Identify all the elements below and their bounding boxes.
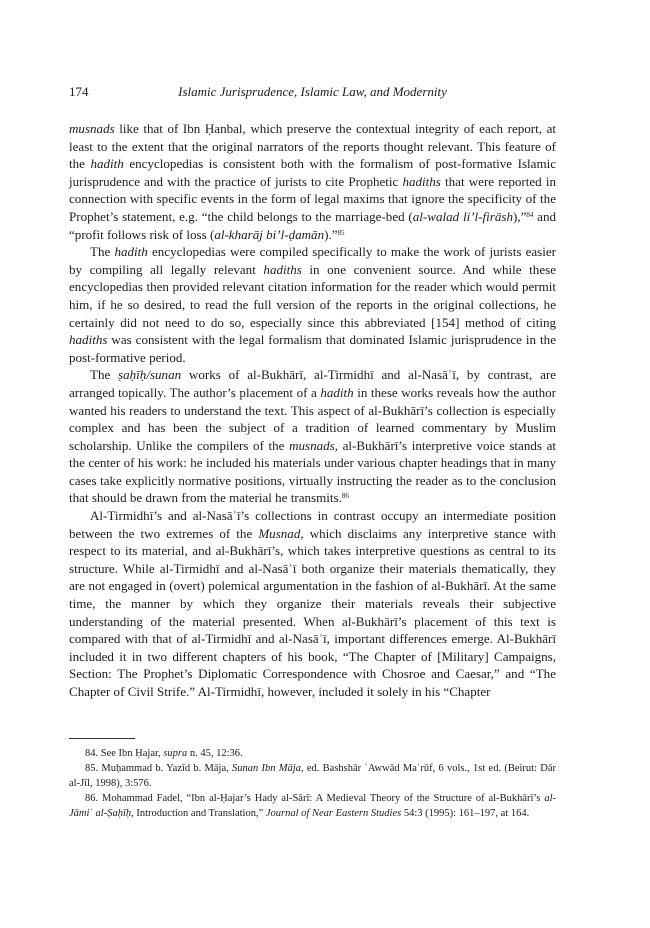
text-run: encyclopedias were compiled specifically to make the work of jurists easier by compiling all legally relevant: [69, 244, 556, 277]
text-run: 54:3 (1995): 161–197, at 164.: [401, 808, 530, 819]
main-text: [69, 120, 556, 701]
paragraph-1: [69, 120, 556, 243]
text-run: Muḥammad b. Yazīd b. Māja,: [98, 763, 233, 774]
emph: hadith: [90, 156, 124, 172]
emph: hadith: [114, 244, 148, 260]
emph: supra: [163, 748, 188, 759]
emph: Musnad: [258, 525, 301, 541]
footnote-divider: [69, 738, 135, 739]
text-run: works of al-Bukhārī, al-Tirmidhī and al-Nasāʾī, by contrast, are arranged topically. The author’s placement of a: [69, 367, 556, 400]
emph: al-kharāj bi’l-ḍamān: [214, 226, 325, 242]
running-title: Islamic Jurisprudence, Islamic Law, and Modernity: [178, 84, 447, 99]
emph: ṣaḥīḥ/sunan: [118, 367, 182, 383]
page-number: 174: [69, 84, 89, 99]
emph: hadith: [320, 384, 354, 400]
emph: hadiths: [263, 261, 302, 277]
footnote-ref-85[interactable]: 85: [337, 228, 345, 237]
text-run: in these works reveals how the author wanted his readers to understand the text. This aspect of al-Bukhārī’s collection is especially complex and has been the subject of a tradition of learned commentary by Muslim scholarship. Unlike the compilers of the: [69, 384, 556, 453]
emph: musnads: [69, 121, 115, 136]
text-run: , Introduction and Translation,”: [131, 808, 266, 819]
emph: hadiths: [402, 173, 441, 189]
text-run: The: [90, 244, 115, 260]
footnotes: [69, 746, 556, 821]
text-run: n. 45, 12:36.: [187, 748, 243, 759]
text-run: and “profit follows risk of loss (: [69, 208, 556, 242]
text-run: See Ibn Ḥajar,: [98, 748, 164, 759]
text-run: like that of Ibn Ḥanbal, which preserve the contextual integrity of each report, at least to the extent that the original narrators of the reports thought relevant. This feature of the: [69, 121, 556, 172]
text-run: Al-Tirmidhī’s and al-Nasāʾī’s collections in contrast occupy an intermediate position between the two extremes of the: [69, 508, 556, 541]
text-run: was consistent with the legal formalism that dominated Islamic jurisprudence in the post-formative period.: [69, 332, 556, 365]
text-run: , ed. Bashshār ʿAwwād Maʿrūf, 6 vols., 1st ed. (Beirut: Dār al-Jīl, 1998), 3:576.: [69, 763, 556, 789]
text-run: ).”: [324, 226, 338, 242]
emph: al-Jāmiʿ al-Ṣaḥīḥ: [69, 793, 556, 819]
paragraph-2: [69, 243, 556, 366]
emph: Journal of Near Eastern Studies: [265, 808, 402, 819]
emph: Sunan Ibn Māja: [232, 763, 301, 774]
text-run: , which disclaims any interpretive stance with respect to its material, and al-Bukhārī’s, which takes interpretive questions as central to its structure. While al-Tirmidhī and al-Nasāʾī both organize their materials thematically, they are not engaged in (overt) polemical argumentation in the fashion of al-Bukhārī. At the same time, the manner by which they organize their materials reveals their subjective understanding of the material presented. When al-Bukhārī’s placement of this text is compared with that of al-Tirmidhī and al-Nasāʾī, important differences emerge. Al-Bukhārī included it in two different chapters of his book, “The Chapter of [Military] Campaigns, Section: The Prophet’s Diplomatic Correspondence with Chosroe and Caesar,” and “The Chapter of Civil Strife.” Al-Tirmidhī, however, included it solely in his “Chapter: [69, 525, 556, 699]
paragraph-4: [69, 507, 556, 701]
footnote-number: 85.: [85, 763, 99, 774]
text-run: Mohammad Fadel, “Ibn al-Ḥajar’s Hady al-Sārī: A Medieval Theory of the Structure of al-Bukhārī’s: [98, 793, 545, 804]
footnote-number: 86.: [85, 793, 99, 804]
text-run: that were reported in connection with specific events in the form of legal maxims that ignore the specificity of the Prophet’s statement, e.g. “the child belongs to the marriage-bed (: [69, 173, 557, 224]
emph: hadiths: [69, 332, 108, 348]
footnote-86: [69, 791, 556, 821]
text-run: , al-Bukhārī’s interpretive voice stands at the center of his work: he included his materials under various chapter headings that in many cases take explicitly normative positions, virtually instructing the reader as to the conclusion that should be drawn from the material he transmits.: [69, 437, 556, 506]
paragraph-3: [69, 366, 556, 507]
footnote-84: [69, 746, 556, 761]
text-run: ),”: [512, 208, 527, 224]
text-run: in one convenient source. And while these encyclopedias then provided relevant citation information for the reader which would permit him, if he so desired, to read the full version of the reports in the original collections, he certainly did not need to do so, especially since this abbreviated [154] method of citing: [69, 261, 556, 330]
text-run: encyclopedias is consistent both with the formalism of post-formative Islamic jurisprudence and with the practice of jurists to cite Prophetic: [69, 156, 557, 189]
emph: al-walad li’l-firāsh: [412, 208, 513, 224]
footnote-85: [69, 761, 556, 791]
footnote-ref-86[interactable]: 86: [341, 492, 349, 501]
footnote-ref-84[interactable]: 84: [526, 210, 534, 219]
footnote-number: 84.: [85, 748, 99, 759]
emph: musnads: [289, 437, 335, 453]
text-run: The: [90, 367, 119, 383]
